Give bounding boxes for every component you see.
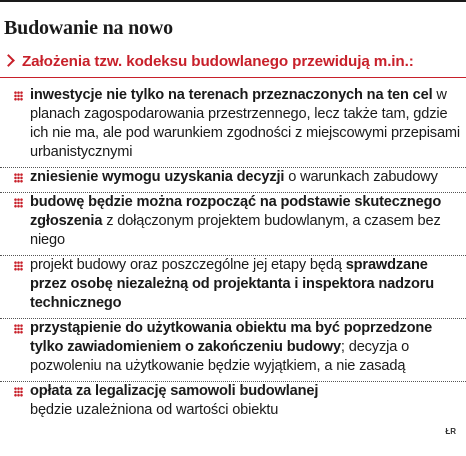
subtitle — [2, 52, 414, 72]
subtitle-text: Założenia tzw. kodeksu budowlanego przewidują m.in.: — [22, 53, 414, 70]
list-item — [0, 256, 466, 313]
list-item — [0, 168, 466, 187]
item-bold-text: zniesienie wymogu uzyskania decyzji — [30, 169, 285, 185]
item-text: projekt budowy oraz poszczególne jej etapy będą — [30, 257, 346, 273]
list-item — [0, 193, 466, 250]
item-bold-text: opłata za legalizację samowoli budowlanej — [30, 383, 319, 399]
item-text: o warunkach zabudowy — [284, 169, 438, 185]
item-bold-text: przystąpienie do użytkowania obiektu ma być poprzedzone tylko zawiadomieniem o zakończeniu budowy — [30, 320, 433, 355]
top-rule — [0, 0, 466, 6]
item-bold-text: inwestycje nie tylko na terenach przeznaczonych na ten cel — [30, 87, 433, 103]
item-text: z dołączonym projektem budowlanym, a czasem bez niego — [30, 213, 441, 248]
list-item — [0, 382, 466, 420]
dot-grid-bullet-icon — [14, 91, 23, 101]
list-item — [0, 86, 466, 162]
dot-grid-bullet-icon — [14, 387, 23, 397]
dot-grid-bullet-icon — [14, 324, 23, 334]
dot-grid-bullet-icon — [14, 173, 23, 183]
item-bold-text: budowę będzie można rozpocząć na podstawie skutecznego zgłoszenia — [30, 194, 442, 229]
page-title: Budowanie na nowo — [4, 17, 173, 39]
item-text: będzie uzależniona od wartości obiektu — [30, 402, 279, 418]
item-text: w planach zagospodarowania przestrzennego, lecz także tam, gdzie ich nie ma, ale pod warunkiem zgodności z miejscowymi przepisami urbanistycznymi — [30, 87, 461, 160]
item-list — [0, 86, 466, 420]
list-item — [0, 319, 466, 376]
item-text: ; decyzja o pozwoleniu na użytkowanie będzie wyjątkiem, a nie zasadą — [30, 339, 410, 374]
dot-grid-bullet-icon — [14, 261, 23, 271]
author-credit: ŁR — [445, 427, 456, 436]
subtitle-rule — [0, 77, 466, 78]
item-bold-text: sprawdzane przez osobę niezależną od projektanta i inspektora nadzoru technicznego — [30, 257, 435, 311]
dot-grid-bullet-icon — [14, 198, 23, 208]
chevron-right-icon — [2, 55, 15, 68]
